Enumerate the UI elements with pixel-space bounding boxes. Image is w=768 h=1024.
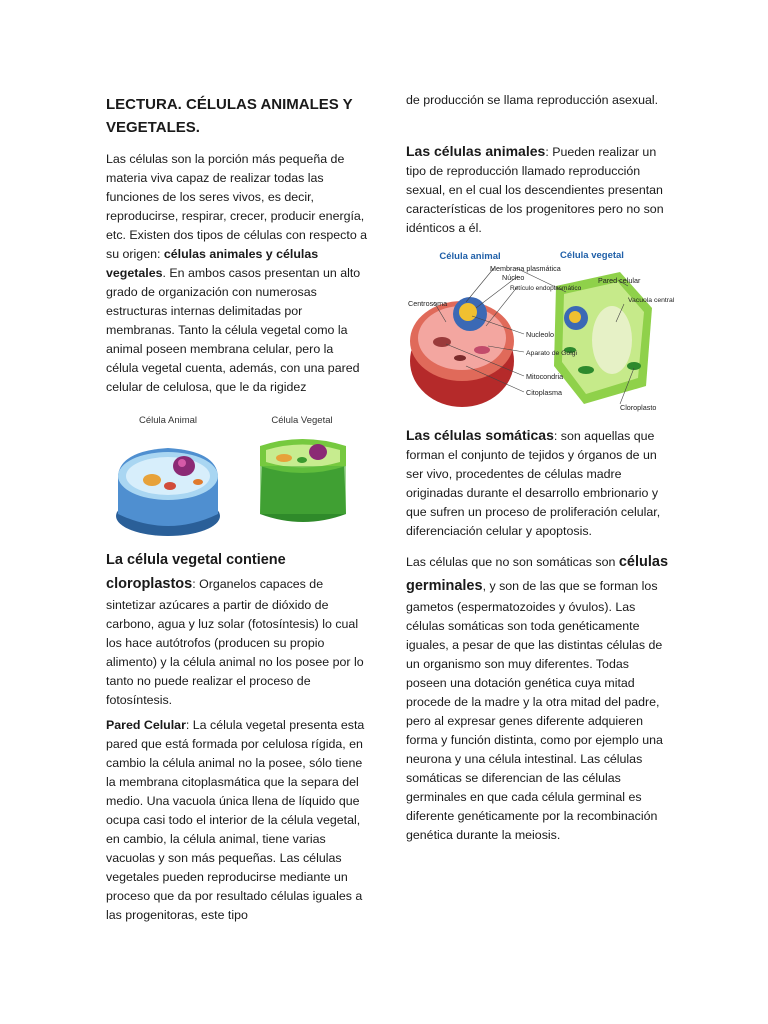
label-membrana: Membrana plasmática xyxy=(490,264,561,273)
label-nucleolo: Nucleolo xyxy=(526,330,554,339)
pared-heading: Pared Celular xyxy=(106,718,186,732)
label-cloroplasto: Cloroplasto xyxy=(620,403,657,412)
intro-paragraph xyxy=(106,150,368,397)
cloroplastos-paragraph xyxy=(106,548,368,710)
pared-paragraph xyxy=(106,716,368,925)
label-pared: Pared celular xyxy=(598,276,641,285)
right-continuation: de producción se llama reproducción asexual. xyxy=(406,93,659,107)
cloroplastos-text: : Organelos capaces de sintetizar azúcares a partir de dióxido de carbono, agua y luz solar (fotosíntesis) lo cual los hace autótrofos (producen su propio alimento) y la célula animal no los posee por lo tanto no puede realizar el proceso de fotosíntesis. xyxy=(106,577,364,707)
germinales-text-2: , y son de las que se forman los gametos (espermatozoides y óvulos). Las células somáticas son toda genéticamente iguales, a pesar de que las distintas células de un organismo son muy diferentes. Todas poseen una dotación genética cuya mitad procede de la madre y la otra mitad del padre, pero al expresar genes diferente adquieren forma y función distinta, como por ejemplo una neurona y una célula intestinal. Las células somáticas se diferencian de las células germinales en que cada célula germinal es diferente genéticamente por la recombinación genética durante la meiosis. xyxy=(406,579,663,842)
animales-text: : Pueden realizar un tipo de reproducción llamado reproducción sexual, en el cual los descendientes presentan características de los progenitores pero no son idénticos a él. xyxy=(406,145,664,235)
intro-bold: células animales y células vegetales xyxy=(106,247,319,280)
labeled-cells-diagram xyxy=(406,246,675,414)
label-plant-cell: Célula Vegetal xyxy=(271,415,333,426)
somaticas-text: : son aquellas que forman el conjunto de tejidos y órganos de un ser vivo, procedentes de células madre originadas durante el desarrollo embrionario y que sufren un proceso de proliferación celular, diferenciación celular y apoptosis. xyxy=(406,429,661,538)
germinales-paragraph xyxy=(406,550,668,845)
label-centrosoma: Centrosoma xyxy=(408,299,448,308)
label-reticulo: Retículo endoplasmático xyxy=(510,285,582,292)
somaticas-paragraph xyxy=(406,426,668,541)
page-title: LECTURA. CÉLULAS ANIMALES Y VEGETALES. xyxy=(106,96,353,136)
cells-figure xyxy=(108,406,364,542)
label-animal-cell: Célula Animal xyxy=(138,415,198,426)
somaticas-heading: Las células somáticas xyxy=(406,427,554,443)
title-plant-cell: Célula vegetal xyxy=(560,250,624,261)
animales-heading: Las células animales xyxy=(406,143,546,159)
label-golgi: Aparato de Golgi xyxy=(526,350,578,357)
pared-text: : La célula vegetal presenta esta pared que está formada por celulosa rígida, en cambio la célula animal no la posee, sólo tiene la membrana citoplasmática que la separa del medio. Una vacuola única llena de líquido que ocupa casi todo el interior de la célula vegetal, en cambio, la célula animal, tiene varias vacuolas y son más pequeñas. Las células vegetales pueden reproducirse mediante un proceso que da por resultado células iguales a las progenitoras, este tipo xyxy=(106,718,365,922)
intro-text-1: Las células son la porción más pequeña de materia viva capaz de realizar todas las funciones de los seres vivos, es decir, reproducirse, respirar, crecer, producir energía, etc. Existen dos tipos de células con respecto a su origen: xyxy=(106,152,368,261)
label-mitocondria: Mitocondria xyxy=(526,372,564,381)
label-citoplasma: Citoplasma xyxy=(526,388,562,397)
intro-text-2: . En ambos casos presentan un alto grado de organización con numerosas estructuras internas delimitadas por membranas. Tanto la célula vegetal como la animal poseen membrana celular, pero la célula vegetal cuenta, además, con una pared celular de celulosa, que le da rigidez xyxy=(106,266,361,394)
plant-cell-illustration xyxy=(260,439,346,522)
animales-paragraph xyxy=(406,142,668,238)
germinales-text-1: Las células que no son somáticas son xyxy=(406,555,619,569)
germinales-heading: células germinales xyxy=(406,554,669,594)
animal-cell-illustration xyxy=(116,448,220,536)
title-animal-cell: Célula animal xyxy=(439,251,501,262)
cloroplastos-heading: La célula vegetal contiene cloroplastos xyxy=(106,552,286,592)
label-vacuola: Vacuola central xyxy=(628,297,675,304)
animal-cell-diagram xyxy=(410,297,514,407)
label-nucleo: Núcleo xyxy=(502,273,525,282)
